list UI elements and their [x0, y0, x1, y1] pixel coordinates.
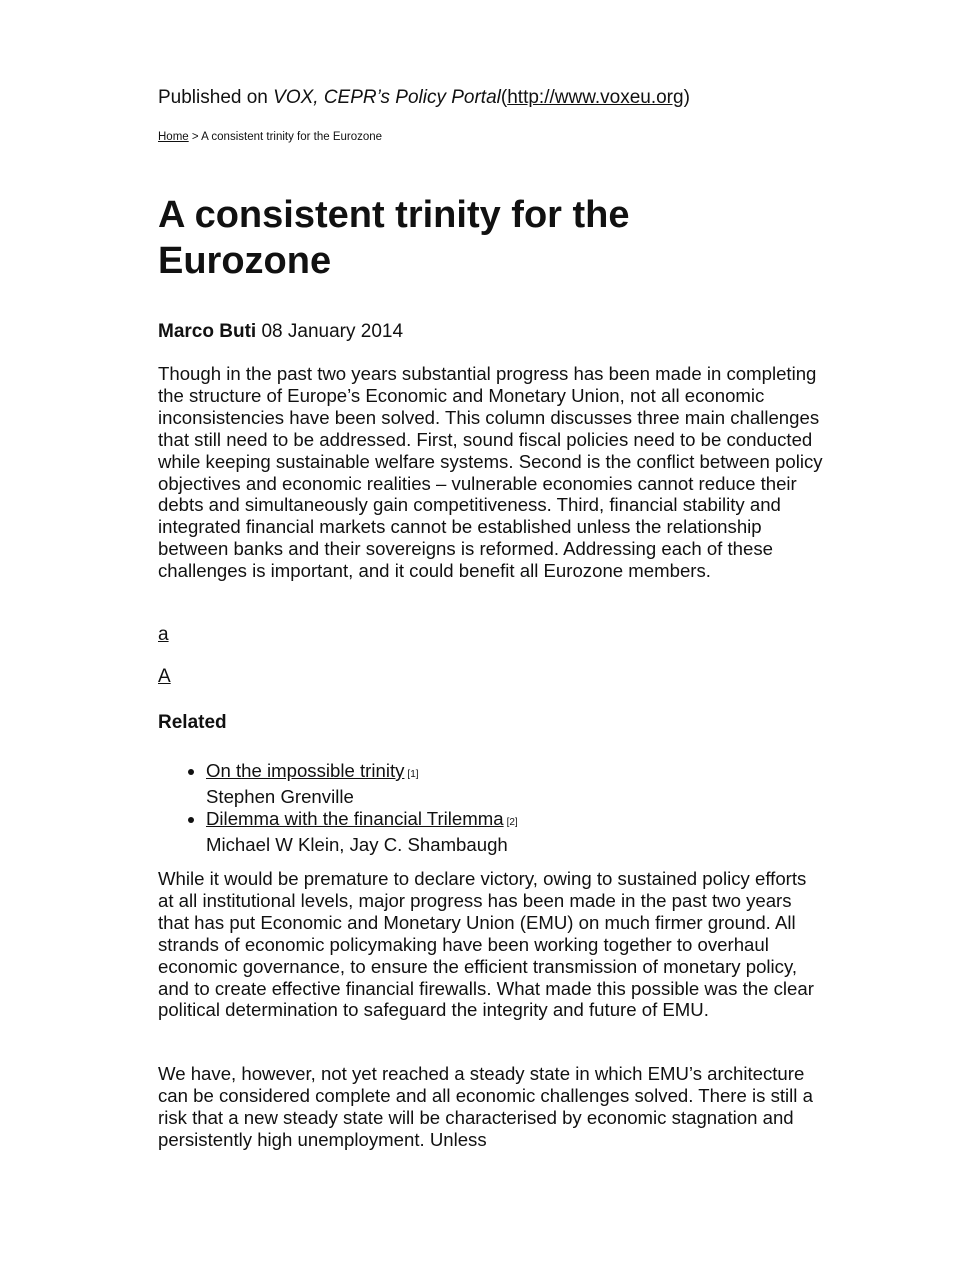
breadcrumb-current: A consistent trinity for the Eurozone: [201, 131, 383, 143]
related-item: [206, 760, 518, 808]
related-item: [206, 808, 518, 856]
breadcrumb: [158, 129, 382, 145]
site-name: VOX, CEPR’s Policy Portal: [273, 87, 501, 108]
published-on-line: [158, 86, 690, 110]
paren-close: ): [683, 87, 690, 108]
related-link-financial-trilemma[interactable]: Dilemma with the financial Trilemma: [206, 807, 504, 829]
breadcrumb-home-link[interactable]: Home: [158, 131, 189, 143]
reference-marker: [2]: [506, 816, 518, 828]
reference-marker: [1]: [407, 769, 419, 780]
breadcrumb-separator: >: [188, 131, 202, 143]
related-heading: Related: [158, 712, 227, 733]
body-paragraph: While it would be premature to declare victory, owing to sustained policy efforts at all institutional levels, major progress has been made in the past two years that has put Economic and Monetary Union (EMU) on much firmer ground. All strands of economic policymaking have been working together to overhaul economic governance, to ensure the efficient transmission of monetary policy, and to create effective financial firewalls. What made this possible was the clear political determination to safeguard the integrity and future of EMU.: [158, 868, 814, 1021]
font-size-small-link[interactable]: a: [158, 624, 169, 645]
article-abstract: Though in the past two years substantial progress has been made in completing the structure of Europe’s Economic and Monetary Union, not all economic inconsistencies have been solved. This column discusses three main challenges that still need to be addressed. First, sound fiscal policies need to be conducted while keeping sustainable welfare systems. Second is the conflict between policy objectives and economic realities – vulnerable economies cannot reduce their debts and simultaneously gain competitiveness. Third, financial stability and integrated financial markets cannot be established unless the relationship between banks and their sovereigns is reformed. Addressing each of these challenges is important, and it could benefit all Eurozone members.: [158, 363, 823, 582]
related-authors: Michael W Klein, Jay C. Shambaugh: [206, 833, 508, 855]
article-title: A consistent trinity for the Eurozone: [158, 194, 630, 282]
author-name: Marco Buti: [158, 321, 257, 342]
related-authors: Stephen Grenville: [206, 785, 354, 807]
paren-open: (: [500, 87, 508, 108]
body-paragraph: We have, however, not yet reached a steady state in which EMU’s architecture can be considered complete and all economic challenges solved. There is still a risk that a new steady state will be characterised by economic stagnation and persistently high unemployment. Unless: [158, 1063, 813, 1150]
byline: [158, 320, 403, 344]
font-size-large-link[interactable]: A: [158, 666, 171, 687]
site-url-link[interactable]: http://www.voxeu.org: [507, 87, 684, 108]
related-link-impossible-trinity[interactable]: On the impossible trinity: [206, 760, 405, 781]
publish-date: 08 January 2014: [261, 321, 404, 342]
published-prefix: Published on: [158, 87, 274, 108]
related-list: [158, 760, 518, 856]
